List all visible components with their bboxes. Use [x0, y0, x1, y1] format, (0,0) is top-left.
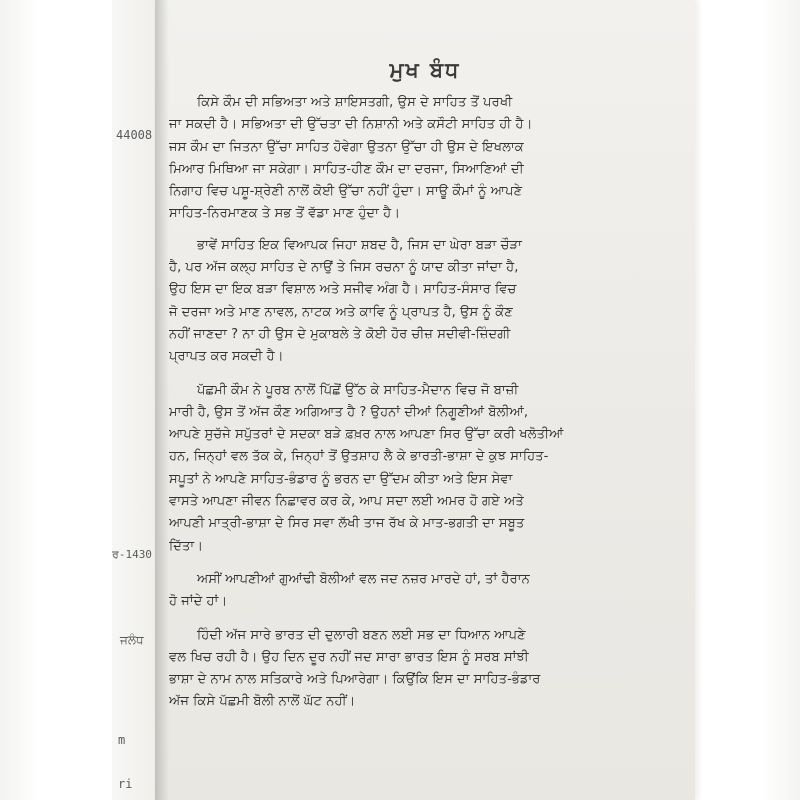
previous-page-edge — [112, 0, 161, 800]
text-line: ਪੱਛਮੀ ਕੌਮ ਨੇ ਪੂਰਬ ਨਾਲੋਂ ਪਿੱਛੋਂ ਉੱਠ ਕੇ ਸਾਹਿਤ-ਮੈਦਾਨ ਵਿਚ ਜੋ ਬਾਜ਼ੀ — [197, 382, 519, 398]
text-line: ਮਾਰੀ ਹੈ, ਉਸ ਤੋਂ ਅੱਜ ਕੌਣ ਅਗਿਆਤ ਹੈ ? ਉਹਨਾਂ ਦੀਆਂ ਨਿਗੂਣੀਆਂ ਬੋਲੀਆਂ, — [169, 404, 529, 420]
page-title: ਮੁਖ ਬੰਧ — [389, 58, 461, 82]
paragraph — [169, 92, 674, 226]
text-line: ਦਿੱਤਾ। — [169, 538, 204, 554]
text-line: ਸਪੂਤਾਂ ਨੇ ਆਪਣੇ ਸਾਹਿਤ-ਭੰਡਾਰ ਨੂੰ ਭਰਨ ਦਾ ਉੱਦਮ ਕੀਤਾ ਅਤੇ ਇਸ ਸੇਵਾ — [169, 471, 513, 487]
text-line: ਵਲ ਖਿਚ ਰਹੀ ਹੈ। ਉਹ ਦਿਨ ਦੂਰ ਨਹੀਂ ਜਦ ਸਾਰਾ ਭਾਰਤ ਇਸ ਨੂੰ ਸਰਬ ਸਾਂਝੀ — [169, 649, 529, 665]
text-line: ਜਾ ਸਕਦੀ ਹੈ। ਸਭਿਅਤਾ ਦੀ ਉੱਚਤਾ ਦੀ ਨਿਸ਼ਾਨੀ ਅਤੇ ਕਸੌਟੀ ਸਾਹਿਤ ਹੀ ਹੈ। — [169, 117, 533, 133]
text-line: ਨਹੀਂ ਜਾਣਦਾ ? ਨਾ ਹੀ ਉਸ ਦੇ ਮੁਕਾਬਲੇ ਤੇ ਕੋਈ ਹੋਰ ਚੀਜ਼ ਸਦੀਵੀ-ਜ਼ਿੰਦਗੀ — [169, 326, 511, 342]
text-line: ਜਸ ਕੌਮ ਦਾ ਜਿਤਨਾ ਉੱਚਾ ਸਾਹਿਤ ਹੋਵੇਗਾ ਉਤਨਾ ਉੱਚਾ ਹੀ ਉਸ ਦੇ ਇਖਲਾਕ — [169, 139, 524, 155]
text-line: ਅੱਜ ਕਿਸੇ ਪੱਛਮੀ ਬੋਲੀ ਨਾਲੋਂ ਘੱਟ ਨਹੀਂ। — [169, 694, 356, 710]
text-line: ਹਨ, ਜਿਨ੍ਹਾਂ ਵਲ ਤੱਕ ਕੇ, ਜਿਨ੍ਹਾਂ ਤੋਂ ਉਤਸ਼ਾਹ ਲੈ ਕੇ ਭਾਰਤੀ-ਭਾਸ਼ਾ ਦੇ ਕੁਝ ਸਾਹਿਤ- — [169, 449, 549, 465]
margin-mark-1: m — [118, 733, 126, 747]
page-body — [169, 92, 674, 725]
page-gutter-shadow — [155, 0, 169, 800]
text-line: ਮਿਆਰ ਮਿਥਿਆ ਜਾ ਸਕੇਗਾ। ਸਾਹਿਤ-ਹੀਣ ਕੌਮ ਦਾ ਦਰਜਾ, ਸਿਆਣਿਆਂ ਦੀ — [169, 161, 524, 177]
text-line: ਭਾਵੇਂ ਸਾਹਿਤ ਇਕ ਵਿਆਪਕ ਜਿਹਾ ਸ਼ਬਦ ਹੈ, ਜਿਸ ਦਾ ਘੇਰਾ ਬੜਾ ਚੌੜਾ — [197, 237, 522, 253]
text-line: ਪ੍ਰਾਪਤ ਕਰ ਸਕਦੀ ਹੈ। — [169, 349, 284, 365]
text-line: ਅਸੀਂ ਆਪਣੀਆਂ ਗੁਆਂਢੀ ਬੋਲੀਆਂ ਵਲ ਜਦ ਨਜ਼ਰ ਮਾਰਦੇ ਹਾਂ, ਤਾਂ ਹੈਰਾਨ — [197, 571, 530, 587]
text-line: ਭਾਸ਼ਾ ਦੇ ਨਾਮ ਨਾਲ ਸਤਿਕਾਰੇ ਅਤੇ ਪਿਆਰੇਗਾ। ਕਿਉਂਕਿ ਇਸ ਦਾ ਸਾਹਿਤ-ਭੰਡਾਰ — [169, 672, 541, 688]
book-page — [155, 0, 695, 800]
paragraph — [169, 235, 674, 369]
paragraph — [169, 380, 674, 558]
text-line: ਜੋ ਦਰਜਾ ਅਤੇ ਮਾਣ ਨਾਵਲ, ਨਾਟਕ ਅਤੇ ਕਾਵਿ ਨੂੰ ਪ੍ਰਾਪਤ ਹੈ, ਉਸ ਨੂੰ ਕੌਣ — [169, 304, 513, 320]
text-line: ਆਪਣੀ ਮਾਤ੍ਰੀ-ਭਾਸ਼ਾ ਦੇ ਸਿਰ ਸਵਾ ਲੱਖੀ ਤਾਜ ਰੱਖ ਕੇ ਮਾਤ-ਭਗਤੀ ਦਾ ਸਬੂਤ — [169, 516, 525, 532]
margin-code: 44008 — [116, 128, 153, 142]
paragraph — [169, 569, 674, 614]
text-line: ਹਿੰਦੀ ਅੱਜ ਸਾਰੇ ਭਾਰਤ ਦੀ ਦੁਲਾਰੀ ਬਣਨ ਲਈ ਸਭ ਦਾ ਧਿਆਨ ਆਪਣੇ — [197, 627, 526, 643]
text-line: ਹੋ ਜਾਂਦੇ ਹਾਂ। — [169, 594, 228, 610]
margin-mark-2: ri — [118, 777, 133, 791]
text-line: ਵਾਸਤੇ ਆਪਣਾ ਜੀਵਨ ਨਿਛਾਵਰ ਕਰ ਕੇ, ਆਪ ਸਦਾ ਲਈ ਅਮਰ ਹੋ ਗਏ ਅਤੇ — [169, 494, 524, 510]
text-line: ਉਹ ਇਸ ਦਾ ਇਕ ਬੜਾ ਵਿਸ਼ਾਲ ਅਤੇ ਸਜੀਵ ਅੰਗ ਹੈ। ਸਾਹਿਤ-ਸੰਸਾਰ ਵਿਚ — [169, 282, 517, 298]
margin-place: ਜਲੰਧ — [120, 633, 144, 647]
text-line: ਆਪਣੇ ਸੁਚੱਜੇ ਸਪੁੱਤਰਾਂ ਦੇ ਸਦਕਾ ਬੜੇ ਫ਼ਖ਼ਰ ਨਾਲ ਆਪਣਾ ਸਿਰ ਉੱਚਾ ਕਰੀ ਖਲੋਤੀਆਂ — [169, 427, 564, 443]
paragraph — [169, 625, 674, 714]
margin-price: ਰ-1430 — [112, 548, 152, 561]
text-line: ਨਿਗਾਹ ਵਿਚ ਪਸ਼ੂ-ਸ਼੍ਰੇਣੀ ਨਾਲੋਂ ਕੋਈ ਉੱਚਾ ਨਹੀਂ ਹੁੰਦਾ। ਸਾਊ ਕੌਮਾਂ ਨੂੰ ਆਪਣੇ — [169, 184, 523, 200]
text-line: ਹੈ, ਪਰ ਅੱਜ ਕਲ੍ਹ ਸਾਹਿਤ ਦੇ ਨਾਉਂ ਤੇ ਜਿਸ ਰਚਨਾ ਨੂੰ ਯਾਦ ਕੀਤਾ ਜਾਂਦਾ ਹੈ, — [169, 260, 519, 276]
text-line: ਸਾਹਿਤ-ਨਿਰਮਾਣਕ ਤੇ ਸਭ ਤੋਂ ਵੱਡਾ ਮਾਣ ਹੁੰਦਾ ਹੈ। — [169, 206, 401, 222]
text-line: ਕਿਸੇ ਕੌਮ ਦੀ ਸਭਿਅਤਾ ਅਤੇ ਸ਼ਾਇਸਤਗੀ, ਉਸ ਦੇ ਸਾਹਿਤ ਤੋਂ ਪਰਖੀ — [197, 95, 513, 110]
